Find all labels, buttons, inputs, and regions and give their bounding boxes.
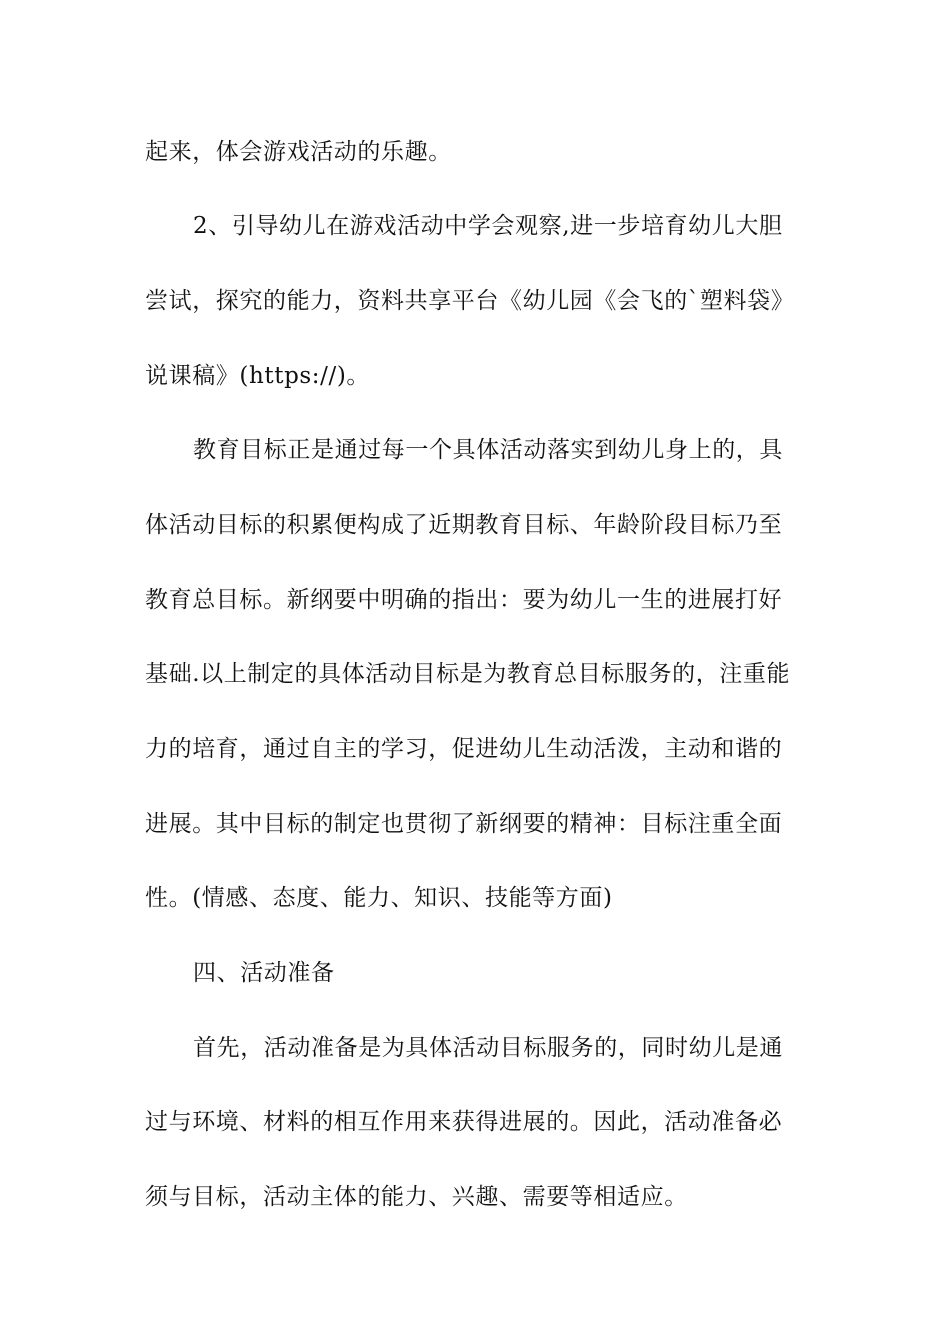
text-line: 进展。其中目标的制定也贯彻了新纲要的精神：目标注重全面: [145, 811, 783, 837]
section-heading: 四、活动准备: [193, 960, 335, 986]
text-line: 教育总目标。新纲要中明确的指出：要为幼儿一生的进展打好: [145, 587, 783, 613]
text-line: 尝试，探究的能力，资料共享平台《幼儿园《会飞的`塑料袋》: [145, 288, 795, 314]
text-line: 过与环境、材料的相互作用来获得进展的。因此，活动准备必: [145, 1109, 783, 1135]
text-line: 首先，活动准备是为具体活动目标服务的，同时幼儿是通: [193, 1035, 783, 1061]
text-line: 力的培育，通过自主的学习，促进幼儿生动活泼，主动和谐的: [145, 736, 783, 762]
text-line: 须与目标，活动主体的能力、兴趣、需要等相适应。: [145, 1184, 688, 1210]
text-line: 说课稿》(https://)。: [145, 363, 371, 389]
text-line: 性。(情感、态度、能力、知识、技能等方面): [145, 885, 613, 911]
text-line: 基础.以上制定的具体活动目标是为教育总目标服务的，注重能: [145, 661, 791, 687]
text-line: 体活动目标的积累便构成了近期教育目标、年龄阶段目标乃至: [145, 512, 783, 538]
text-line: 起来，体会游戏活动的乐趣。: [145, 139, 452, 165]
text-line: 教育目标正是通过每一个具体活动落实到幼儿身上的，具: [193, 437, 783, 463]
text-line: 2、引导幼儿在游戏活动中学会观察,进一步培育幼儿大胆: [193, 213, 783, 239]
